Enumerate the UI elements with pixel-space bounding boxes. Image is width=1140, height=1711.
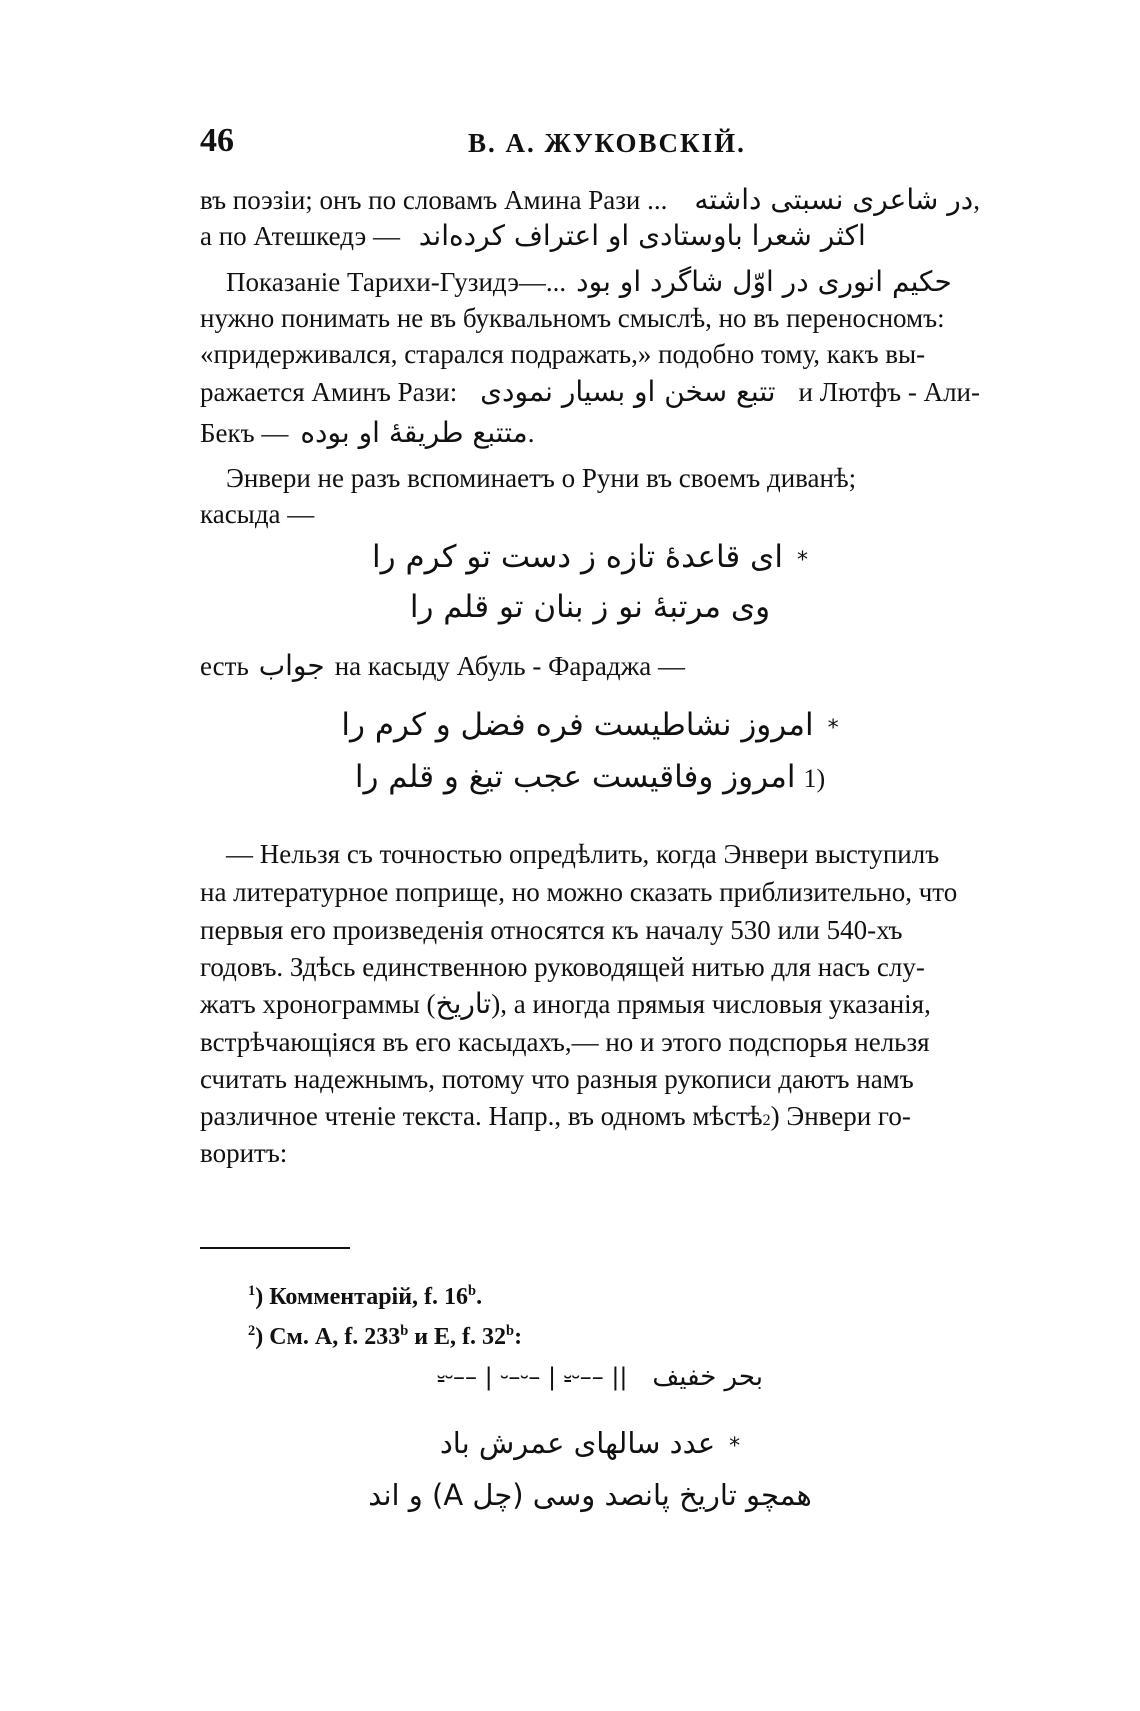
text-line: Энвери не разъ вспоминаетъ о Руни въ своемъ диванѣ;	[226, 463, 857, 493]
text-line: «придерживался, старался подражать,» подобно тому, какъ вы-	[200, 339, 926, 369]
text-line: есть جواب на касыду Абуль - Фараджа —	[200, 646, 980, 686]
text-line: въ поэзіи; онъ по словамъ Амина Рази ... در شاعری نسبتی داشته,	[200, 183, 980, 216]
footnote-ref: (1	[803, 764, 826, 793]
verse-line: *ای قاعدهٔ تازه ز دست تو کرم را	[372, 539, 808, 575]
text-line: ражается Аминъ Рази: تتبع سخن او بسیار نمودی и Лютфъ - Али-	[200, 372, 980, 412]
footnote-divider	[200, 1247, 350, 1249]
text-line: различное чтеніе текста. Напр., въ одномъ мѣстѣ 2 ) Энвери го-	[200, 1096, 980, 1140]
text-line: считать надежнымъ, потому что разныя рукописи даютъ намъ	[200, 1064, 914, 1094]
persian-quote: تاریخ	[435, 987, 492, 1020]
running-title: В. А. ЖУКОВСКІЙ.	[468, 128, 746, 158]
page-number: 46	[200, 122, 234, 159]
meter-scheme: ⏓⏑–– | ⏑–⏑– | ⏓⏑–– ||	[437, 1363, 628, 1391]
persian-quote: متتبع طریقهٔ او بوده	[300, 416, 528, 449]
meter-line	[390, 1362, 810, 1392]
text-line: встрѣчающіяся въ его касыдахъ,— но и этого подспорья нельзя	[200, 1027, 930, 1057]
persian-quote: در شاعری نسبتی داشته	[694, 183, 974, 216]
persian-quote: جواب	[258, 649, 325, 682]
persian-quote: اکثر شعرا باوستادی او اعتراف کرده‌اند	[418, 219, 866, 252]
asterisk-mark: *	[827, 716, 839, 741]
page-header	[200, 122, 980, 172]
text-line: Бекъ — متتبع طریقهٔ او بوده .	[200, 413, 980, 453]
text-line: Показаніе Тарихи-Гузидэ—... حکیم انوری در اوّل شاگرد او بود	[226, 262, 980, 302]
verse-line: *امروز نشاطیست فره فضل و کرم را	[341, 707, 839, 743]
meter-name: بحر خفیف	[652, 1362, 763, 1392]
asterisk-mark: *	[729, 1434, 741, 1459]
footnote-2: $^2$) См. A, f. 233$^b$ и E, f. 32$^b$:	[248, 1323, 523, 1350]
text-line: касыда —	[200, 499, 315, 529]
footnote-verse-line: همچو تاریخ پانصد وسی (چل A) و اند	[368, 1478, 812, 1512]
footnote-1: $^1$) Комментарій, f. 16$^b$.	[248, 1283, 483, 1310]
text-line: — Нельзя съ точностью опредѣлить, когда Энвери выступилъ	[226, 839, 940, 869]
footnote-verse-line: *عدد سالهای عمرش باد	[439, 1426, 741, 1460]
persian-quote: تتبع سخن او بسیار نمودی	[480, 375, 776, 408]
text-line: нужно понимать не въ буквальномъ смыслѣ, но въ переносномъ:	[200, 303, 945, 333]
text-line: на литературное поприще, но можно сказать приблизительно, что	[200, 877, 958, 907]
verse-line: وی مرتبهٔ نو ز بنان تو قلم را	[409, 589, 771, 625]
text-line: первыя его произведенія относятся къ началу 530 или 540-хъ	[200, 915, 903, 945]
persian-quote: حکیم انوری در اوّل شاگرد او بود	[576, 265, 952, 298]
verse-line: (1امروز وفاقیست عجب تیغ و قلم را	[354, 759, 826, 795]
text-line: воритъ:	[200, 1138, 288, 1168]
text-line: жатъ хронограммы (تاریخ), а иногда прямыя числовыя указанія,	[200, 987, 931, 1020]
text-line: а по Атешкедэ — اکثر شعرا باوستادی او اعتراف کرده‌اند	[200, 216, 980, 256]
text-line: годовъ. Здѣсь единственною руководящей нитью для насъ слу-	[200, 952, 925, 982]
footnote-ref: 2	[762, 1111, 771, 1129]
asterisk-mark: *	[796, 548, 808, 573]
